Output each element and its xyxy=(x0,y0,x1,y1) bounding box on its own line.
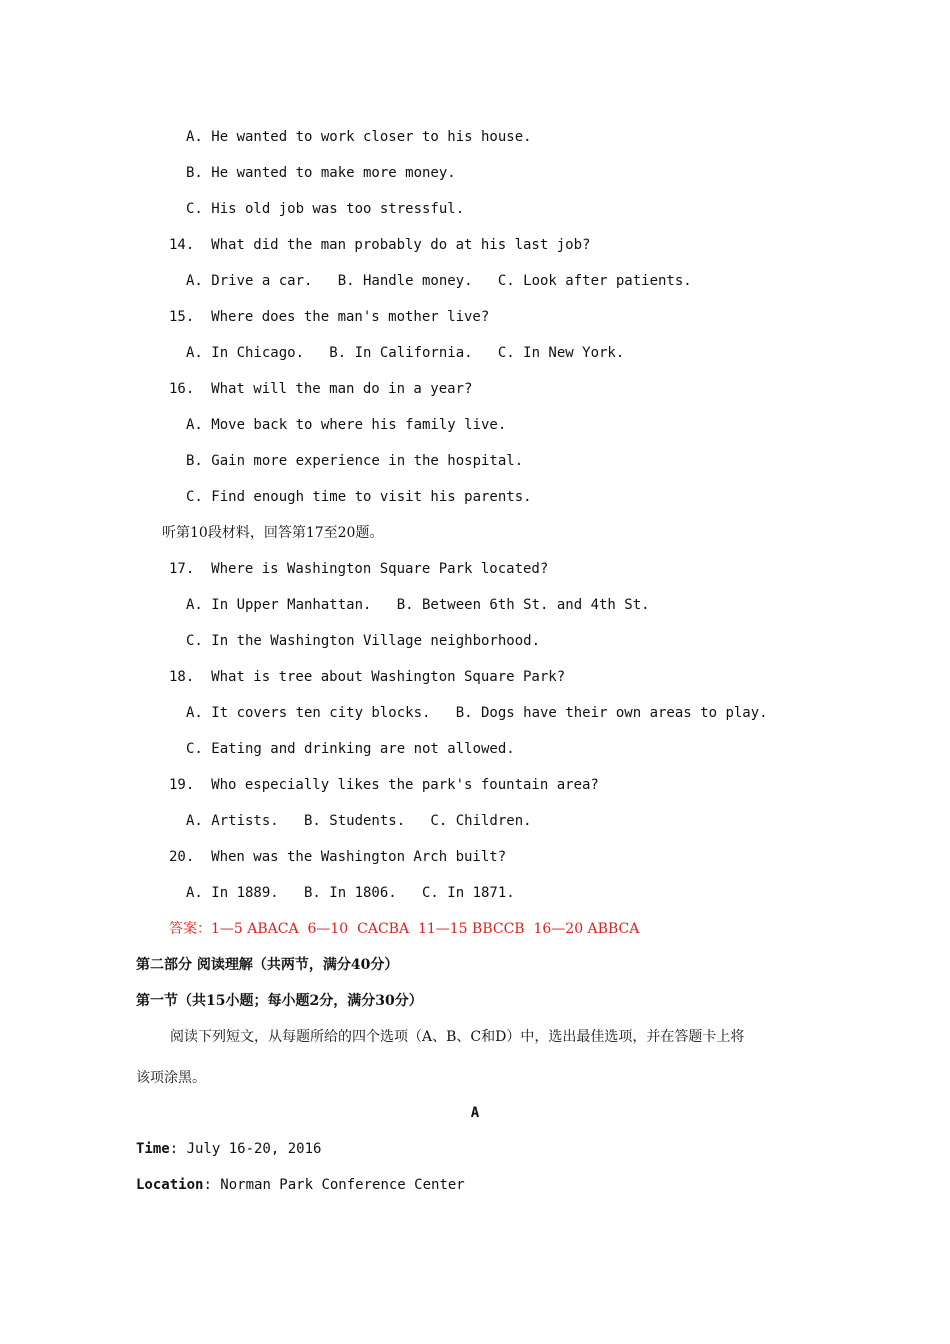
reading-instruction-cont: 该项涂黑。 xyxy=(136,1070,206,1086)
location-value: : Norman Park Conference Center xyxy=(203,1177,465,1193)
time-line xyxy=(136,1139,321,1159)
question-20: 20. When was the Washington Arch built? xyxy=(169,849,507,865)
location-line xyxy=(136,1175,465,1195)
question-17: 17. Where is Washington Square Park located? xyxy=(169,561,549,577)
options-15: A. In Chicago. B. In California. C. In New York. xyxy=(186,345,625,361)
section-instruction: 听第10段材料，回答第17至20题。 xyxy=(162,525,384,541)
option-13c: C. His old job was too stressful. xyxy=(186,201,465,217)
section-one-heading: 第一节（共15小题；每小题2分，满分30分） xyxy=(136,993,423,1009)
options-20: A. In 1889. B. In 1806. C. In 1871. xyxy=(186,885,515,901)
option-13a: A. He wanted to work closer to his house. xyxy=(186,129,532,145)
location-label: Location xyxy=(136,1177,204,1193)
time-value: : July 16-20, 2016 xyxy=(169,1141,322,1157)
options-17ab: A. In Upper Manhattan. B. Between 6th St. and 4th St. xyxy=(186,597,650,613)
reading-instruction: 阅读下列短文，从每题所给的四个选项（A、B、C和D）中，选出最佳选项，并在答题卡上将 xyxy=(170,1029,745,1045)
option-18c: C. Eating and drinking are not allowed. xyxy=(186,741,515,757)
options-19: A. Artists. B. Students. C. Children. xyxy=(186,813,532,829)
options-14: A. Drive a car. B. Handle money. C. Look after patients. xyxy=(186,273,692,289)
part-two-heading: 第二部分 阅读理解（共两节，满分40分） xyxy=(136,957,399,973)
question-15: 15. Where does the man's mother live? xyxy=(169,309,490,325)
time-label: Time xyxy=(136,1141,170,1157)
question-16: 16. What will the man do in a year? xyxy=(169,381,473,397)
answer-key: 答案：1—5 ABACA 6—10 CACBA 11—15 BBCCB 16—20 ABBCA xyxy=(169,921,640,937)
option-16b: B. Gain more experience in the hospital. xyxy=(186,453,524,469)
question-14: 14. What did the man probably do at his last job? xyxy=(169,237,591,253)
passage-a-title: A xyxy=(470,1105,480,1121)
option-17c: C. In the Washington Village neighborhood. xyxy=(186,633,541,649)
options-18ab: A. It covers ten city blocks. B. Dogs have their own areas to play. xyxy=(186,705,768,721)
question-18: 18. What is tree about Washington Square Park? xyxy=(169,669,566,685)
question-19: 19. Who especially likes the park's fountain area? xyxy=(169,777,599,793)
option-13b: B. He wanted to make more money. xyxy=(186,165,456,181)
option-16a: A. Move back to where his family live. xyxy=(186,417,507,433)
option-16c: C. Find enough time to visit his parents. xyxy=(186,489,532,505)
